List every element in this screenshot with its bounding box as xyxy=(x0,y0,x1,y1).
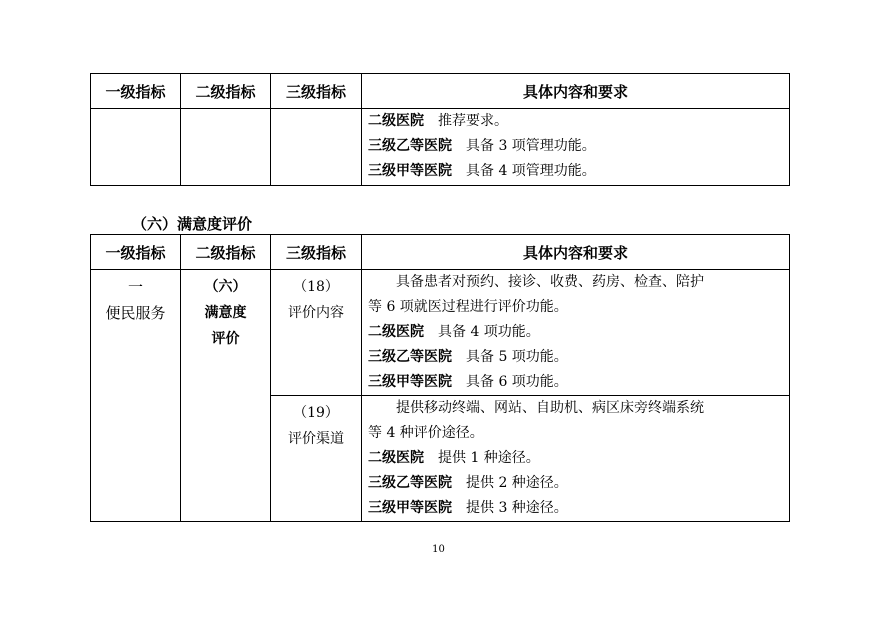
requirement-label: 二级医院 xyxy=(368,450,424,466)
requirement-text: 提供 3 种途径。 xyxy=(466,500,568,516)
header-level1: 一级指标 xyxy=(91,74,181,109)
empty-cell xyxy=(181,109,271,186)
header-level3: 三级指标 xyxy=(271,235,362,270)
requirement-text: 具备 4 项功能。 xyxy=(438,324,540,340)
requirement-label: 三级甲等医院 xyxy=(368,500,452,516)
description-line: 等 6 项就医过程进行评价功能。 xyxy=(368,299,568,315)
level3-name: 评价内容 xyxy=(288,305,344,321)
description-line: 等 4 种评价途径。 xyxy=(368,425,484,441)
requirement-line xyxy=(368,471,789,496)
requirement-line xyxy=(368,159,789,184)
requirement-line xyxy=(368,134,789,159)
level1-cell xyxy=(91,270,181,522)
table-row xyxy=(91,109,790,186)
content-cell xyxy=(362,396,790,522)
requirement-text: 具备 4 项管理功能。 xyxy=(466,163,596,179)
requirement-line xyxy=(368,496,789,521)
requirement-text: 提供 1 种途径。 xyxy=(438,450,540,466)
table-row xyxy=(91,270,790,396)
requirement-label: 二级医院 xyxy=(368,113,424,129)
content-cell xyxy=(362,109,790,186)
level2-number: （六） xyxy=(204,279,247,295)
header-level1: 一级指标 xyxy=(91,235,181,270)
header-content: 具体内容和要求 xyxy=(362,74,790,109)
requirement-text: 具备 6 项功能。 xyxy=(466,374,568,390)
level1-number: 一 xyxy=(127,278,143,296)
empty-cell xyxy=(91,109,181,186)
header-content: 具体内容和要求 xyxy=(362,235,790,270)
requirement-label: 三级乙等医院 xyxy=(368,475,452,491)
requirement-text: 提供 2 种途径。 xyxy=(466,475,568,491)
requirement-line xyxy=(368,345,789,370)
level3-number: （19） xyxy=(293,405,339,421)
description-line: 具备患者对预约、接诊、收费、药房、检查、陪护 xyxy=(396,274,704,290)
header-level3: 三级指标 xyxy=(271,74,362,109)
requirement-line xyxy=(368,320,789,345)
requirement-text: 推荐要求。 xyxy=(438,113,508,129)
requirement-line xyxy=(368,109,789,134)
level3-cell xyxy=(271,396,362,522)
description-line: 提供移动终端、网站、自助机、病区床旁终端系统 xyxy=(396,400,704,416)
level3-cell xyxy=(271,270,362,396)
level3-name: 评价渠道 xyxy=(288,431,344,447)
header-level2: 二级指标 xyxy=(181,74,271,109)
requirement-label: 二级医院 xyxy=(368,324,424,340)
requirement-line xyxy=(368,446,789,471)
requirement-label: 三级甲等医院 xyxy=(368,374,452,390)
level2-cell xyxy=(181,270,271,522)
requirement-line xyxy=(368,370,789,395)
empty-cell xyxy=(271,109,362,186)
requirement-label: 三级乙等医院 xyxy=(368,349,452,365)
requirement-label: 三级甲等医院 xyxy=(368,163,452,179)
table-continued xyxy=(90,73,790,186)
requirement-label: 三级乙等医院 xyxy=(368,138,452,154)
table-satisfaction xyxy=(90,234,790,522)
page-number: 10 xyxy=(432,544,445,555)
section-title: （六）满意度评价 xyxy=(132,215,253,233)
header-level2: 二级指标 xyxy=(181,235,271,270)
requirement-text: 具备 5 项功能。 xyxy=(466,349,568,365)
level1-name: 便民服务 xyxy=(105,304,166,322)
table-header-row xyxy=(91,235,790,270)
level2-name-cont: 评价 xyxy=(211,331,240,347)
content-cell xyxy=(362,270,790,396)
level2-name: 满意度 xyxy=(204,305,247,321)
table-header-row xyxy=(91,74,790,109)
level3-number: （18） xyxy=(293,279,339,295)
requirement-text: 具备 3 项管理功能。 xyxy=(466,138,596,154)
